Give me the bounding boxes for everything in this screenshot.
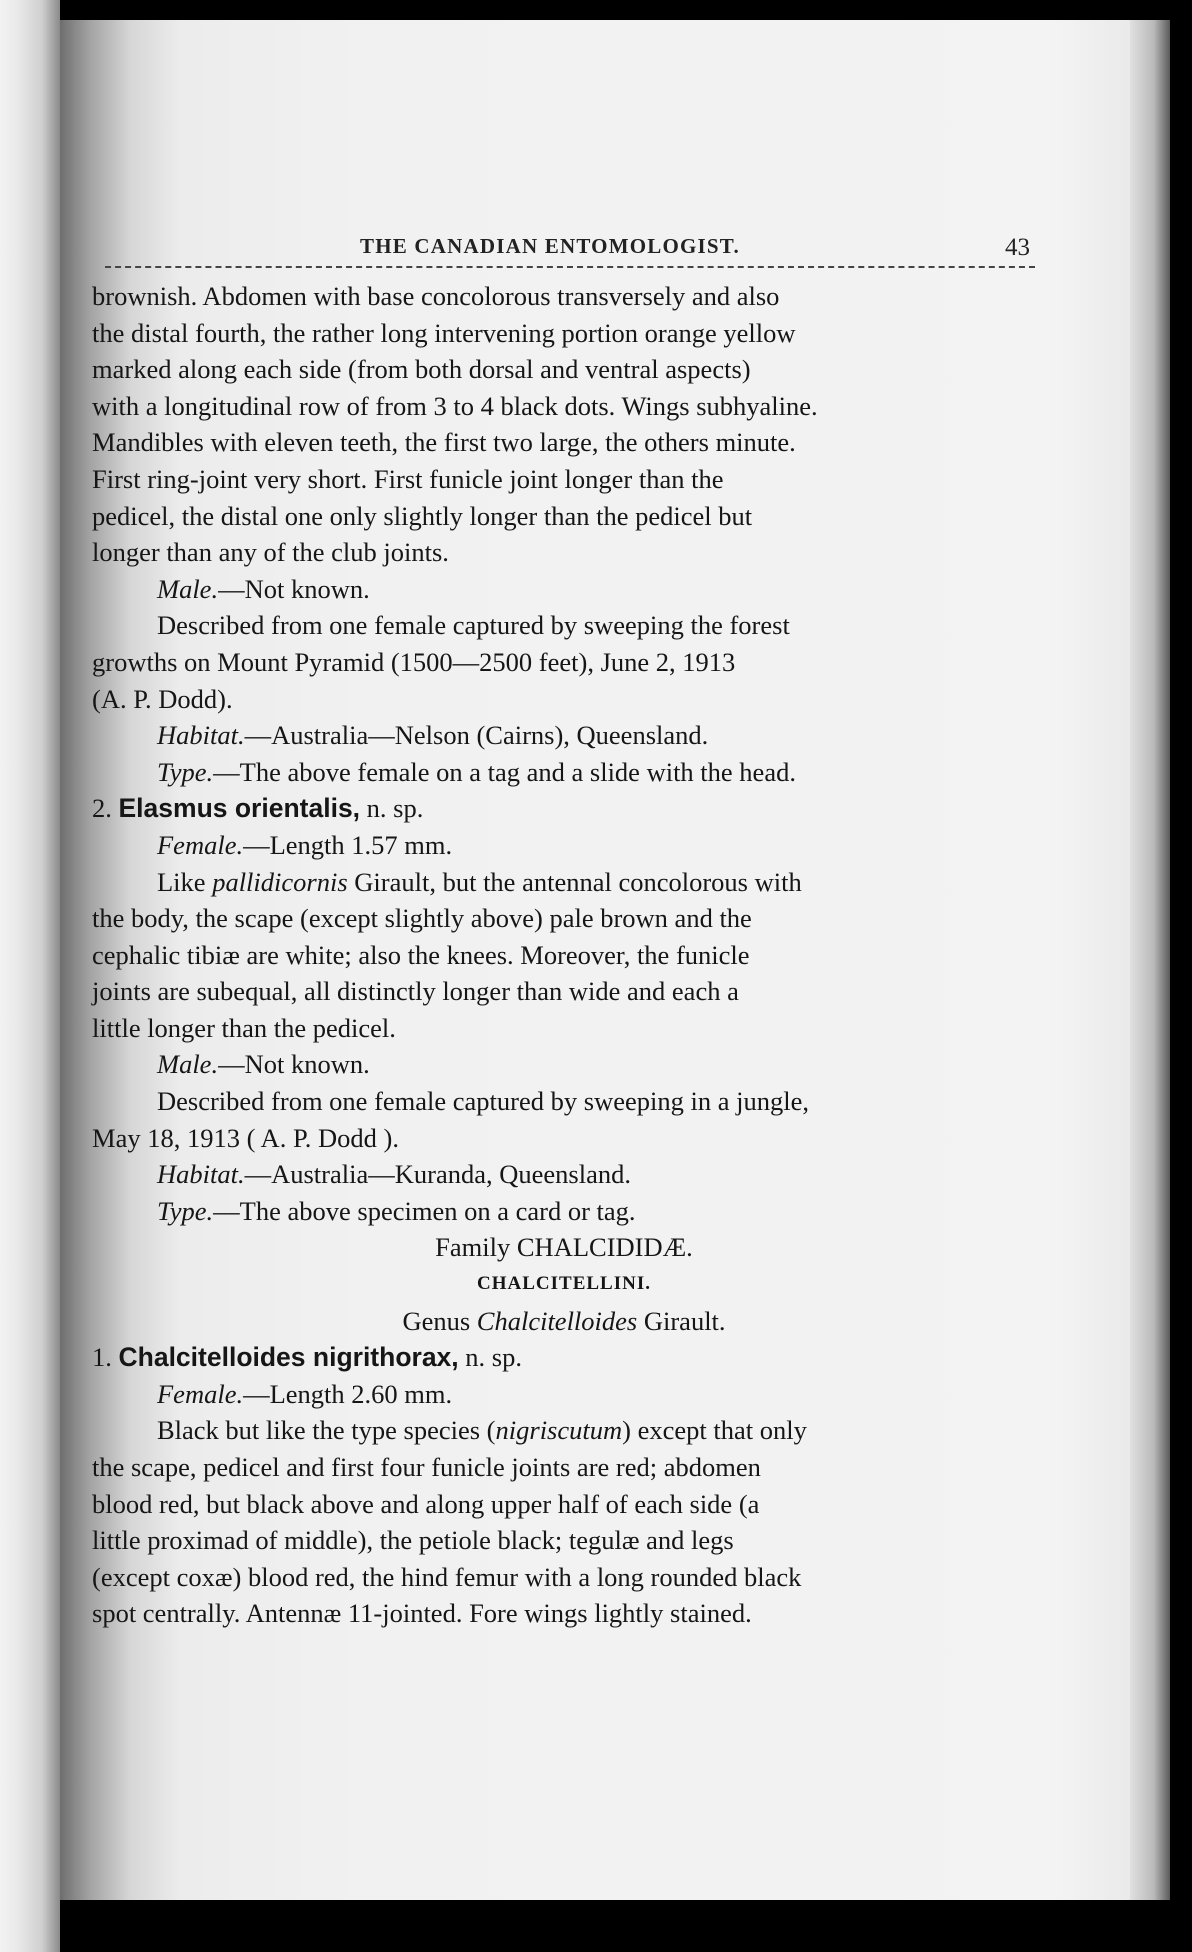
text-span: Girault. [637,1305,726,1336]
text-line: cephalic tibiæ are white; also the knees. Moreover, the funicle [92,939,750,970]
female-note [92,827,1036,864]
text-span: Genus [402,1305,477,1336]
text-line: First ring-joint very short. First funicle joint longer than the [92,463,724,494]
running-head: THE CANADIAN ENTOMOLOGIST. [360,234,740,258]
text-line: (A. P. Dodd). [92,683,233,714]
female-text: —Length 2.60 mm. [243,1378,453,1409]
book-spine-shadow [0,0,60,1952]
header-rule [105,266,1035,268]
text-line: May 18, 1913 ( A. P. Dodd ). [92,1122,399,1153]
species-ref: pallidicornis [212,866,348,897]
species-suffix: n. sp. [360,793,424,824]
paragraph-species-description [92,1412,1036,1632]
male-label: Male. [157,573,219,604]
genus-name: Chalcitelloides [476,1305,638,1336]
male-label: Male. [157,1049,219,1080]
text-line: the distal fourth, the rather long intervening portion orange yellow [92,317,796,348]
page-edge-shadow [1130,20,1170,1900]
text-span: ) except that only [622,1415,807,1446]
text-line: longer than any of the club joints. [92,537,449,568]
species-heading [92,1339,1036,1376]
habitat-text: —Australia—Kuranda, Queensland. [244,1159,631,1190]
text-line: (except coxæ) blood red, the hind femur with a long rounded black [92,1561,802,1592]
text-line: blood red, but black above and along upper half of each side (a [92,1488,760,1519]
paragraph-description-continued [92,278,1036,571]
text-line: little proximad of middle), the petiole black; tegulæ and legs [92,1525,734,1556]
paragraph-described-from [92,607,1036,717]
text-line: joints are subequal, all distinctly longer than wide and each a [92,976,739,1007]
text-line: Described from one female captured by sweeping in a jungle, [157,1086,809,1117]
text-span: Like [157,866,213,897]
female-label: Female. [157,829,244,860]
page-number: 43 [1005,234,1030,261]
female-text: —Length 1.57 mm. [243,829,453,860]
male-text: —Not known. [218,573,370,604]
tribe-heading: CHALCITELLINI. [477,1273,651,1295]
paragraph-described-from [92,1083,1036,1156]
species-suffix: n. sp. [458,1342,522,1373]
text-line: little longer than the pedicel. [92,1012,396,1043]
text-line: Described from one female captured by sweeping the forest [157,610,790,641]
text-line: pedicel, the distal one only slightly longer than the pedicel but [92,500,753,531]
female-label: Female. [157,1378,244,1409]
text-line: marked along each side (from both dorsal and ventral aspects) [92,354,751,385]
habitat-note [92,717,1036,754]
male-note [92,1046,1036,1083]
habitat-text: —Australia—Nelson (Cairns), Queensland. [244,720,709,751]
male-text: —Not known. [218,1049,370,1080]
type-note [92,1193,1036,1230]
text-line: spot centrally. Antennæ 11-jointed. Fore wings lightly stained. [92,1598,752,1629]
text-line [92,1412,1036,1449]
text-line: the body, the scape (except slightly above) pale brown and the [92,903,752,934]
species-number: 1. [92,1342,112,1373]
genus-heading [92,1303,1036,1340]
paragraph-comparison [92,864,1036,1047]
text-line: growths on Mount Pyramid (1500—2500 feet), June 2, 1913 [92,646,736,677]
text-line [92,864,1036,901]
text-line: the scape, pedicel and first four funicle joints are red; abdomen [92,1452,761,1482]
type-label: Type. [157,756,214,787]
habitat-label: Habitat. [157,720,245,751]
text-line: Mandibles with eleven teeth, the first two large, the others minute. [92,427,796,458]
habitat-note [92,1156,1036,1193]
text-line: with a longitudinal row of from 3 to 4 black dots. Wings subhyaline. [92,390,818,421]
species-number: 2. [92,793,112,824]
page-header [110,226,1030,266]
species-ref: nigriscutum [495,1415,623,1446]
text-span: Girault, but the antennal concolorous with [347,866,802,897]
species-name: Chalcitelloides nigrithorax, [118,1342,459,1373]
type-text: —The above specimen on a card or tag. [213,1195,636,1226]
female-note [92,1376,1036,1413]
text-line: brownish. Abdomen with base concolorous transversely and also [92,281,780,311]
species-heading [92,790,1036,827]
type-label: Type. [157,1195,214,1226]
body-text [92,278,1036,1632]
type-text: —The above female on a tag and a slide with the head. [213,756,796,787]
habitat-label: Habitat. [157,1159,245,1190]
male-note [92,571,1036,608]
type-note [92,754,1036,791]
species-name: Elasmus orientalis, [118,793,361,824]
family-heading: Family CHALCIDIDÆ. [435,1232,693,1263]
text-span: Black but like the type species ( [157,1415,496,1446]
